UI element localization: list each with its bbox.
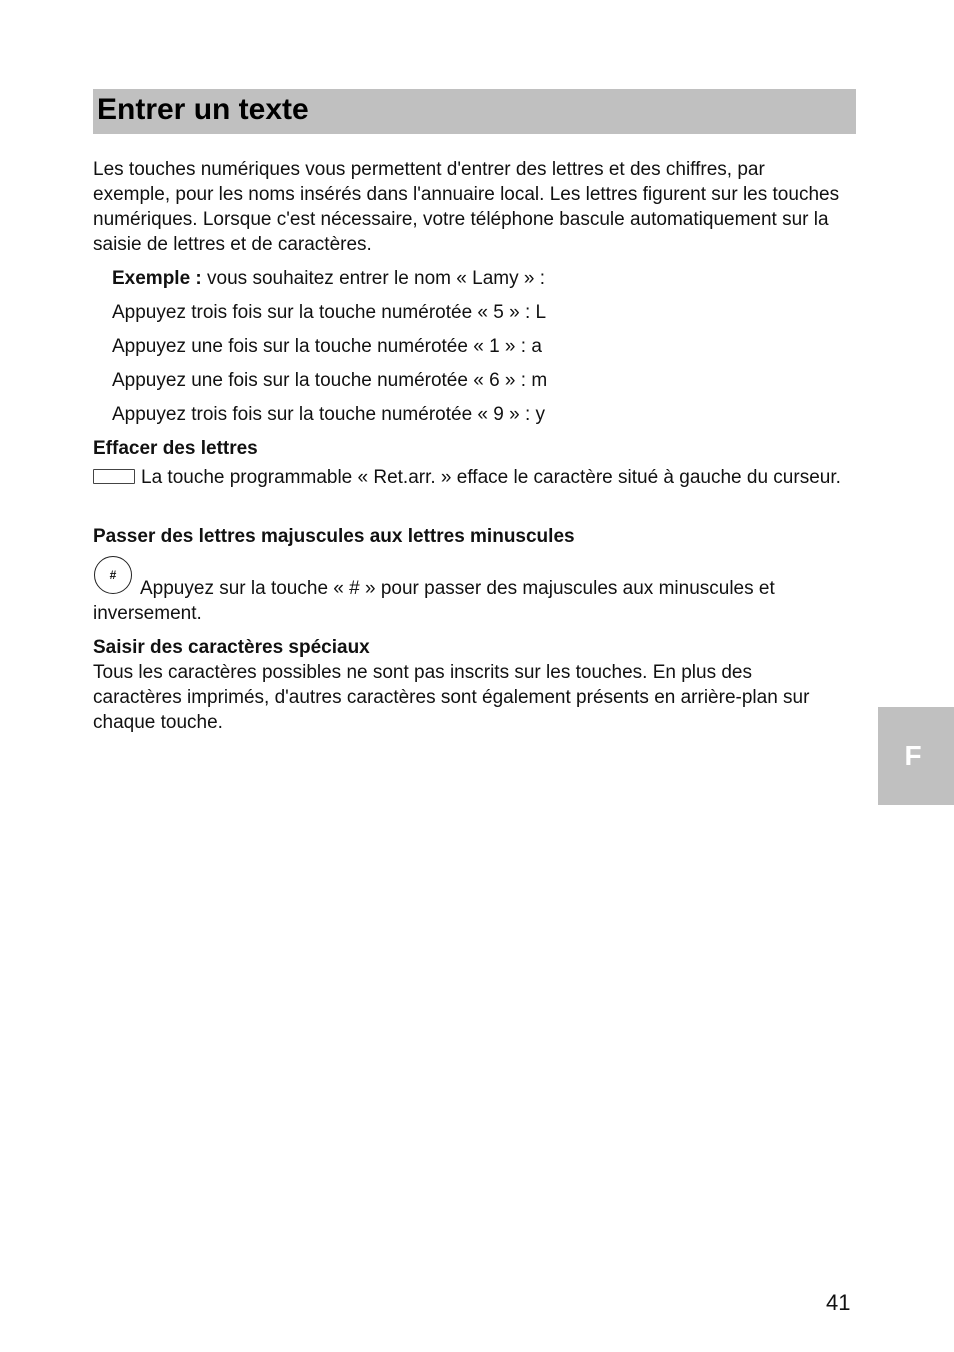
section-body-delete [93, 465, 843, 490]
hash-key-icon: # [94, 556, 132, 594]
section-body-case: Appuyez sur la touche « # » pour passer des majuscules aux minuscules et inversement. [93, 578, 775, 624]
softkey-icon [93, 469, 135, 484]
page-number: 41 [826, 1290, 851, 1315]
page-title: Entrer un texte [97, 93, 309, 126]
language-tab: F [878, 707, 954, 805]
example-line [112, 266, 545, 291]
example-step-4: Appuyez trois fois sur la touche numérotée « 9 » : y [112, 404, 546, 425]
example-step-2: Appuyez une fois sur la touche numérotée « 1 » : a [112, 336, 542, 357]
example-label: Exemple : [112, 268, 202, 289]
intro-paragraph: Les touches numériques vous permettent d'entrer des lettres et des chiffres, par exemple, pour les noms insérés dans l'annuaire local. Les lettres figurent sur les touches numériques. Lorsque c'est nécessaire, votre téléphone bascule automatiquement sur la saisie de lettres et de caractères. [93, 159, 840, 255]
section-body-special: Tous les caractères possibles ne sont pas inscrits sur les touches. En plus des caractères imprimés, d'autres caractères sont également présents en arrière-plan sur chaque touche. [93, 662, 810, 733]
section-heading-delete: Effacer des lettres [93, 438, 258, 459]
section-body-delete-text: La touche programmable « Ret.arr. » efface le caractère situé à gauche du curseur. [141, 467, 841, 488]
example-step-1: Appuyez trois fois sur la touche numérotée « 5 » : L [112, 302, 547, 323]
title-bar [93, 89, 856, 134]
section-heading-special: Saisir des caractères spéciaux [93, 637, 370, 658]
section-heading-case: Passer des lettres majuscules aux lettres minuscules [93, 526, 575, 547]
example-step-3: Appuyez une fois sur la touche numérotée « 6 » : m [112, 370, 548, 391]
example-text: vous souhaitez entrer le nom « Lamy » : [201, 268, 545, 289]
